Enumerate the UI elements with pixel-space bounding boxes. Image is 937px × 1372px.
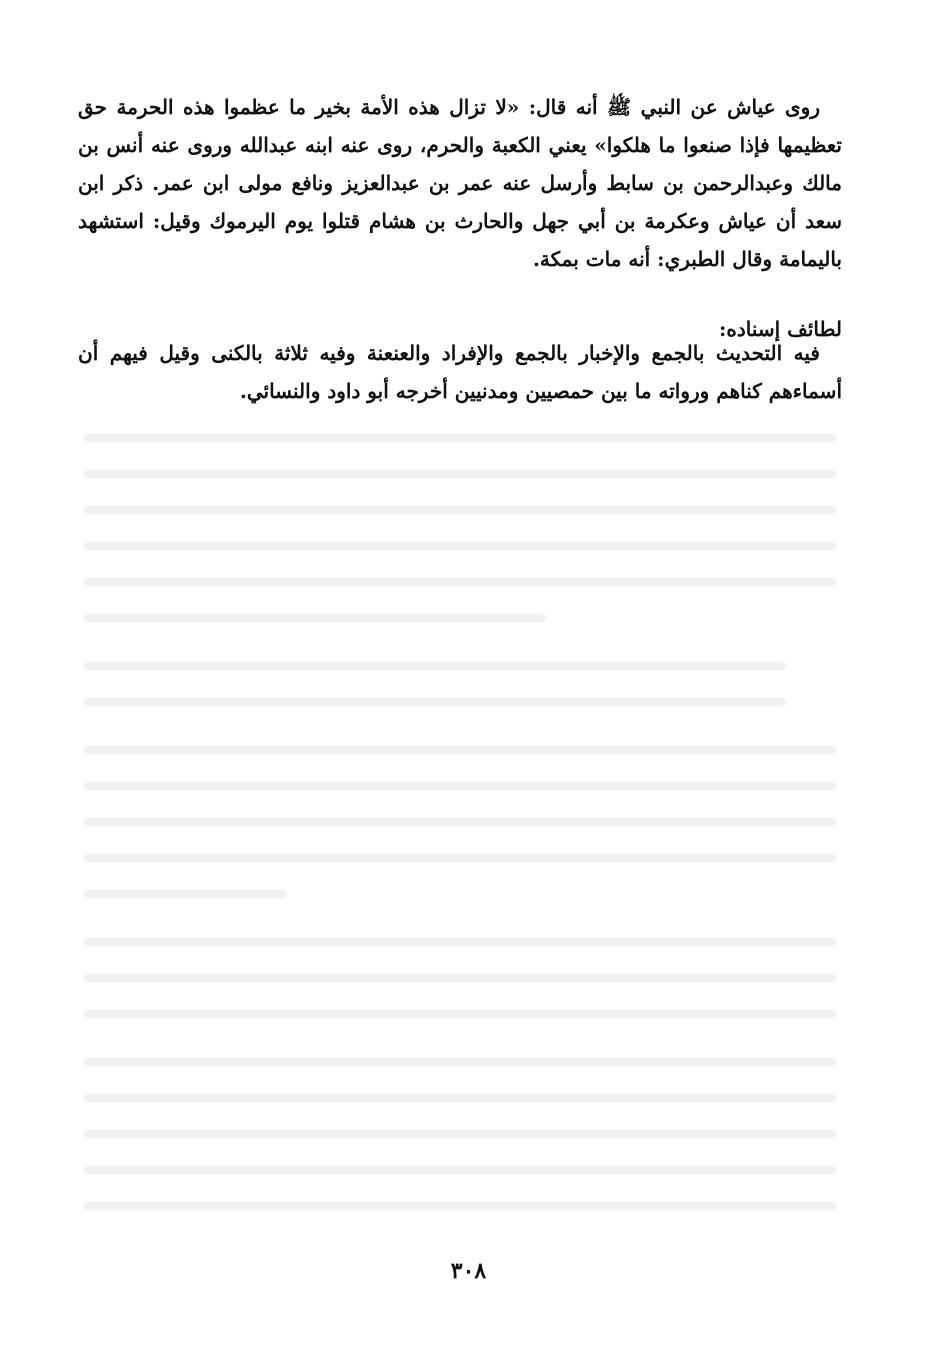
bleed-through-lines — [78, 430, 842, 1210]
body-paragraph-1: روى عياش عن النبي ﷺ أنه قال: «لا تزال هذه الأمة بخير ما عظموا هذه الحرمة حق تعظيمها فإذا صنعوا ما هلكوا» يعني الكعبة والحرم، روى عنه ابنه عبدالله وروى عنه أنس بن مالك وعبدالرحمن بن سابط وأرسل عنه عمر بن عبدالعزيز ونافع مولى ابن عمر. ذكر ابن سعد أن عياش وعكرمة بن أبي جهل والحارث بن هشام قتلوا يوم اليرموك وقيل: استشهد باليمامة وقال الطبري: أنه مات بمكة. — [78, 95, 842, 271]
bleed-through-texture — [78, 430, 842, 1210]
body-paragraph-2: فيه التحديث بالجمع والإخبار بالجمع والإفراد والعنعنة وفيه ثلاثة بالكنى وقيل فيهم أن أسماءهم كناهم ورواته ما بين حمصيين ومدنيين أخرجه أبو داود والنسائي. — [78, 341, 842, 403]
page-number: ٣٠٨ — [450, 1258, 487, 1284]
section-heading: لطائف إسناده: — [718, 317, 842, 341]
